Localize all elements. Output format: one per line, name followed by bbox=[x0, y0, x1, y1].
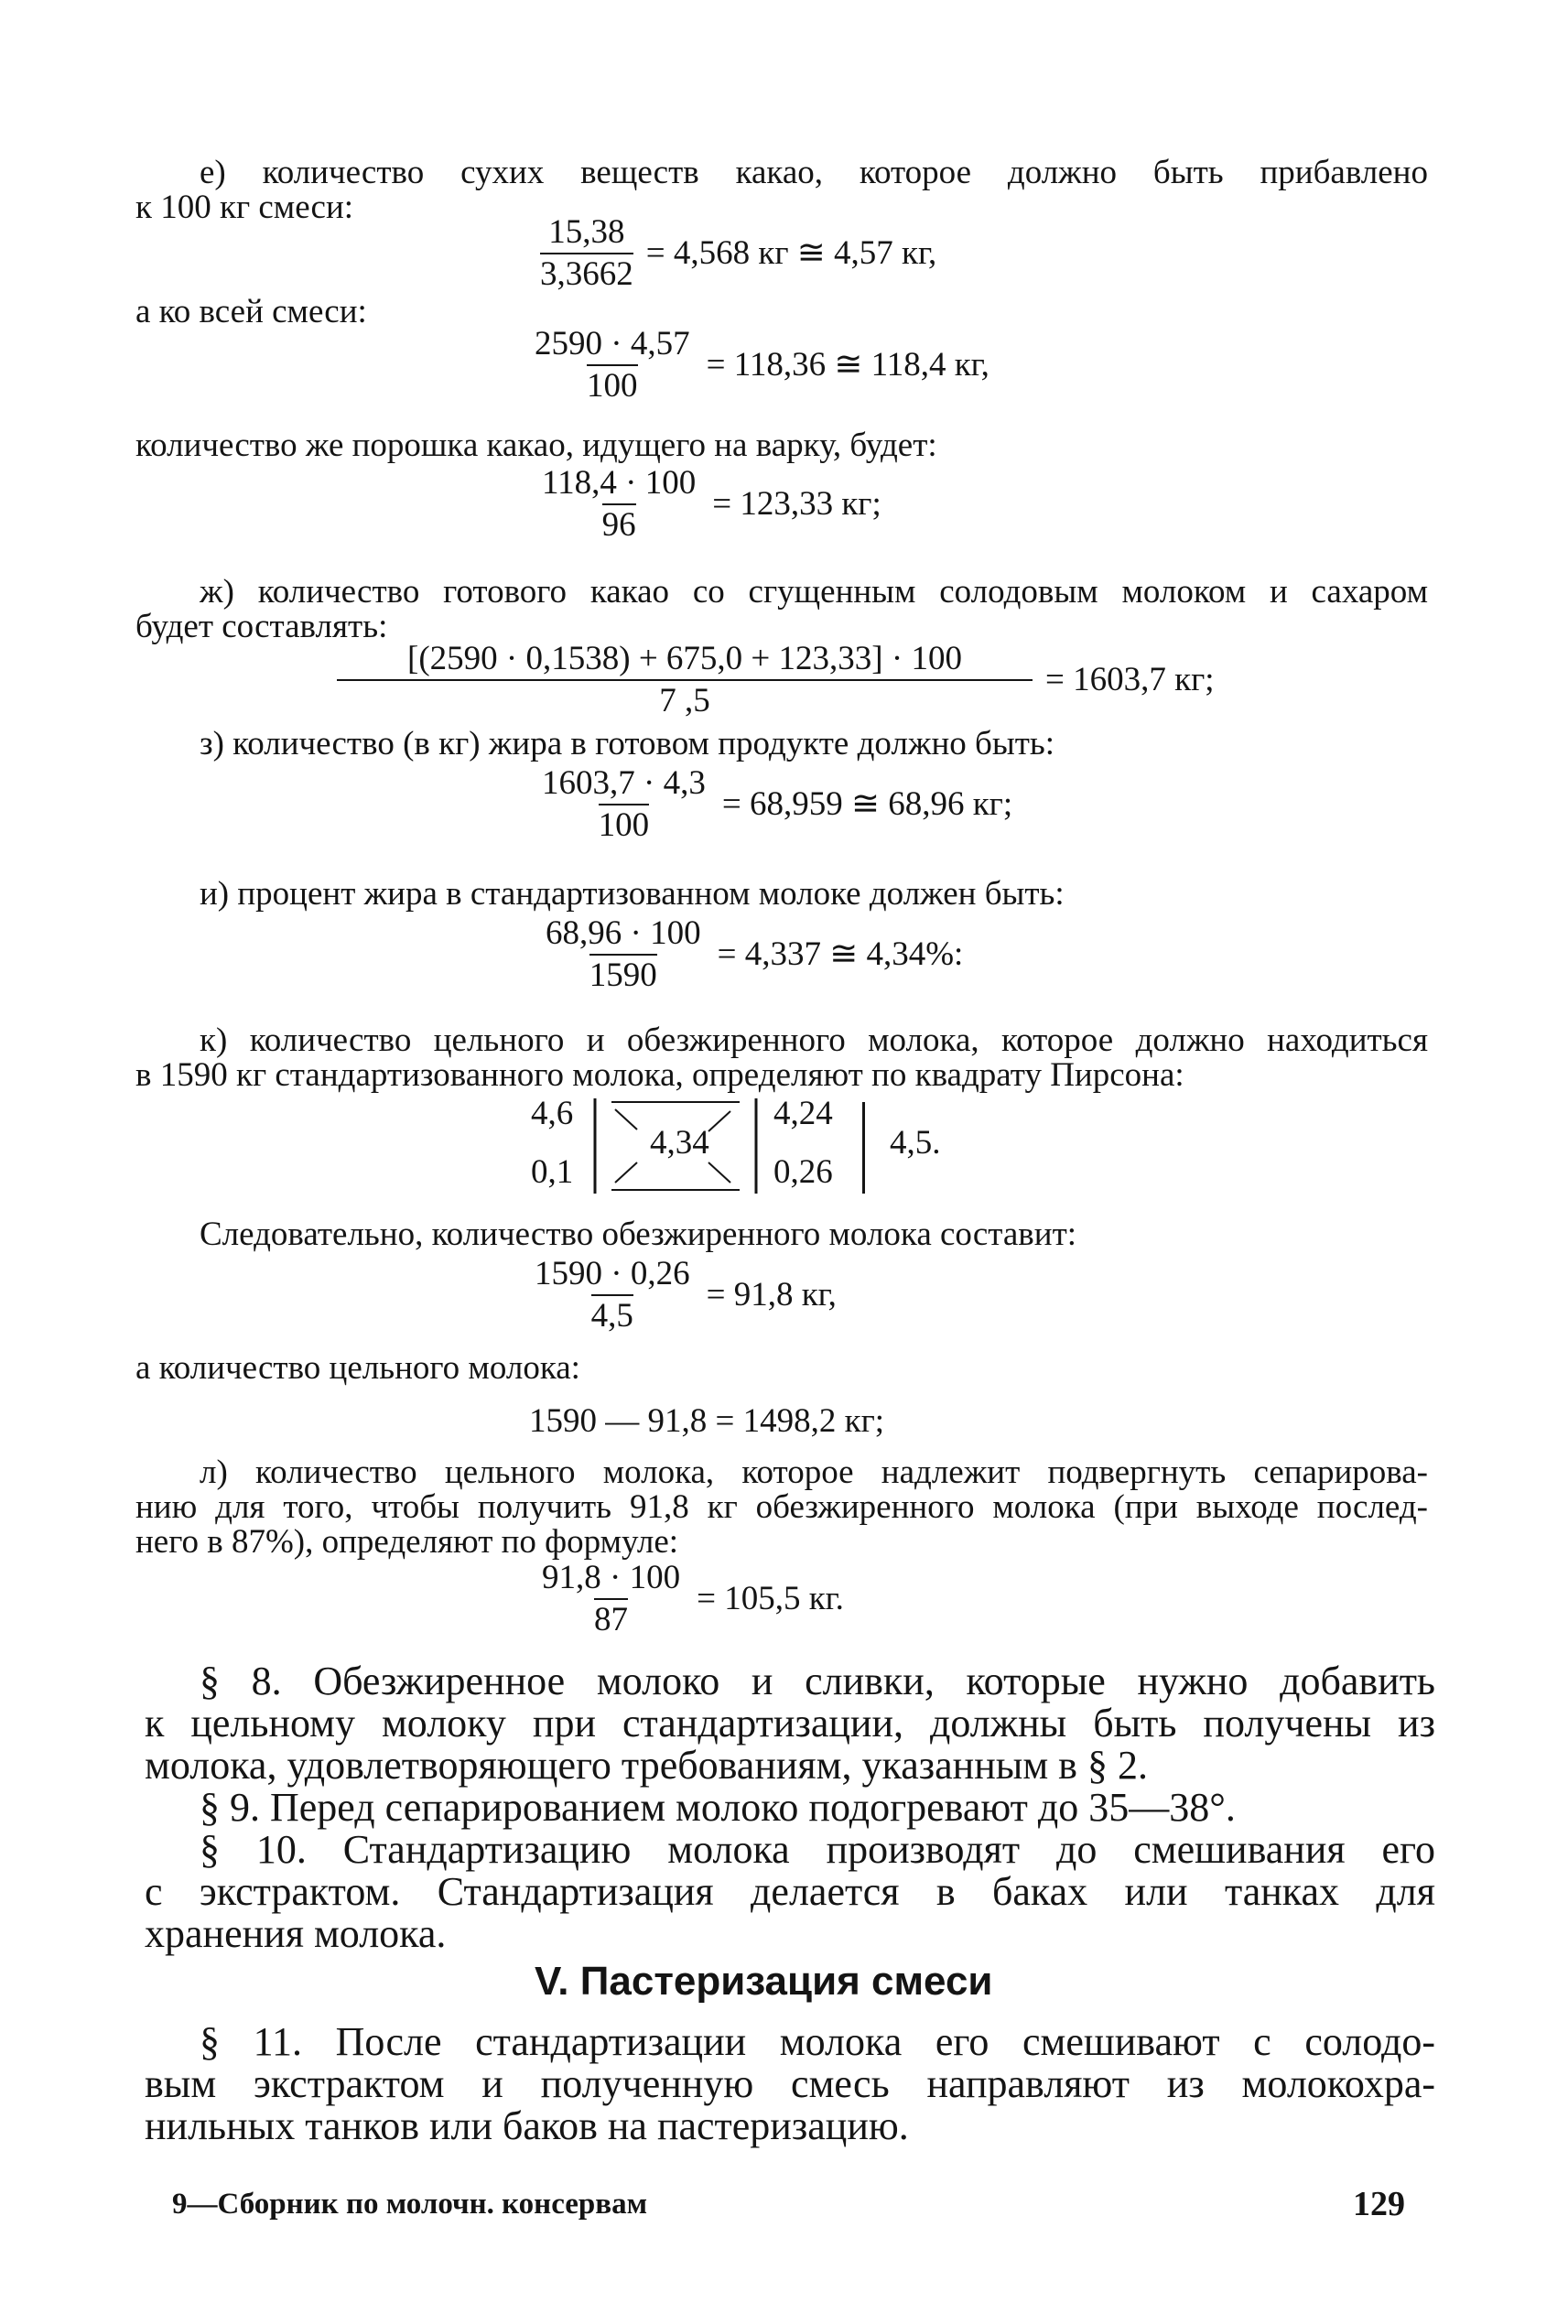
text-line: к) количество цельного и обезжиренного молока, которое должно находиться bbox=[200, 1021, 1428, 1059]
formula-numerator: [(2590 · 0,1538) + 675,0 + 123,33] · 100 bbox=[407, 640, 962, 677]
formula bbox=[540, 214, 936, 293]
text-line: него в 87%), определяют по формуле: bbox=[135, 1523, 679, 1561]
text-line: а количество цельного молока: bbox=[135, 1349, 580, 1387]
paragraph-line: § 9. Перед сепарированием молоко подогревают до 35—38°. bbox=[200, 1785, 1236, 1830]
pearson-square bbox=[513, 1095, 952, 1205]
formula-denominator: 4,5 bbox=[591, 1294, 633, 1335]
paragraph-line: § 10. Стандартизацию молока производят до смешивания его bbox=[200, 1827, 1435, 1872]
paragraph-line: § 8. Обезжиренное молоко и сливки, которые нужно добавить bbox=[200, 1659, 1435, 1703]
formula bbox=[531, 1256, 837, 1335]
formula-denominator: 100 bbox=[587, 364, 638, 405]
formula-result: = 68,959 ≅ 68,96 кг; bbox=[721, 785, 1013, 823]
pearson-bottom-right: 0,26 bbox=[773, 1153, 833, 1191]
formula-denominator: 3,3662 bbox=[540, 253, 633, 293]
text-line: л) количество цельного молока, которое надлежит подвергнуть сепарирова- bbox=[200, 1454, 1428, 1491]
formula-result: = 1603,7 кг; bbox=[1045, 661, 1215, 698]
formula-numerator: 15,38 bbox=[548, 213, 625, 251]
formula-denominator: 87 bbox=[594, 1598, 628, 1638]
formula-result: = 123,33 кг; bbox=[712, 485, 881, 523]
formula-result: = 105,5 кг. bbox=[697, 1580, 844, 1617]
paragraph-line: к цельному молоку при стандартизации, должны быть получены из bbox=[145, 1701, 1435, 1746]
text-line: нию для того, чтобы получить 91,8 кг обезжиренного молока (при выходе послед- bbox=[135, 1488, 1428, 1526]
pearson-center: 4,34 bbox=[650, 1124, 709, 1162]
text-line: к 100 кг смеси: bbox=[135, 189, 354, 226]
text-line: будет составлять: bbox=[135, 608, 388, 645]
formula-denominator: 100 bbox=[599, 804, 650, 844]
formula-result: = 4,568 кг ≅ 4,57 кг, bbox=[645, 234, 937, 272]
text-line: и) процент жира в стандартизованном молоке должен быть: bbox=[200, 875, 1065, 913]
formula-result: = 91,8 кг, bbox=[706, 1276, 837, 1313]
paragraph-line: § 11. После стандартизации молока его смешивают с солодо- bbox=[200, 2019, 1435, 2064]
formula bbox=[531, 326, 989, 405]
text-line: ж) количество готового какао со сгущенным солодовым молоком и сахаром bbox=[200, 573, 1428, 611]
formula-denominator: 1590 bbox=[589, 954, 657, 994]
formula bbox=[538, 465, 881, 544]
equation: 1590 — 91,8 = 1498,2 кг; bbox=[529, 1402, 885, 1440]
pearson-top-right: 4,24 bbox=[773, 1095, 833, 1132]
formula-result: = 4,337 ≅ 4,34%: bbox=[717, 935, 964, 973]
formula-numerator: 68,96 · 100 bbox=[546, 914, 701, 952]
page-number: 129 bbox=[1353, 2185, 1405, 2223]
formula bbox=[538, 765, 1012, 844]
text-line: Следовательно, количество обезжиренного молока составит: bbox=[200, 1216, 1077, 1253]
paragraph-line: молока, удовлетворяющего требованиям, указанным в § 2. bbox=[145, 1743, 1148, 1788]
text-line: е) количество сухих веществ какао, которое должно быть прибавлено bbox=[200, 154, 1428, 191]
formula-numerator: 1603,7 · 4,3 bbox=[542, 764, 706, 802]
formula bbox=[542, 915, 963, 994]
section-title: V. Пастеризация смеси bbox=[535, 1959, 993, 2004]
paragraph-line: хранения молока. bbox=[145, 1911, 447, 1956]
formula bbox=[538, 1560, 844, 1638]
text-line: в 1590 кг стандартизованного молока, определяют по квадрату Пирсона: bbox=[135, 1056, 1184, 1094]
paragraph-line: нильных танков или баков на пастеризацию. bbox=[145, 2103, 909, 2148]
formula-denominator: 7 ,5 bbox=[337, 679, 1033, 719]
text-line: а ко всей смеси: bbox=[135, 293, 367, 330]
pearson-bottom-left: 0,1 bbox=[531, 1153, 574, 1191]
formula-result: = 118,36 ≅ 118,4 кг, bbox=[706, 346, 989, 384]
paragraph-line: вым экстрактом и полученную смесь направляют из молокохра- bbox=[145, 2061, 1435, 2106]
formula-numerator: 1590 · 0,26 bbox=[535, 1255, 690, 1292]
text-line: количество же порошка какао, идущего на варку, будет: bbox=[135, 427, 937, 464]
signature-mark: 9—Сборник по молочн. консервам bbox=[172, 2188, 648, 2221]
formula-numerator: 91,8 · 100 bbox=[542, 1559, 681, 1596]
text-line: з) количество (в кг) жира в готовом продукте должно быть: bbox=[200, 725, 1055, 762]
pearson-divider bbox=[862, 1102, 865, 1194]
pearson-sum: 4,5. bbox=[890, 1124, 941, 1162]
formula-numerator: 2590 · 4,57 bbox=[535, 325, 690, 362]
formula-numerator: 118,4 · 100 bbox=[542, 464, 697, 502]
paragraph-line: с экстрактом. Стандартизация делается в баках или танках для bbox=[145, 1869, 1435, 1914]
formula-denominator: 96 bbox=[602, 503, 636, 544]
pearson-top-left: 4,6 bbox=[531, 1095, 574, 1132]
formula bbox=[337, 641, 1215, 719]
